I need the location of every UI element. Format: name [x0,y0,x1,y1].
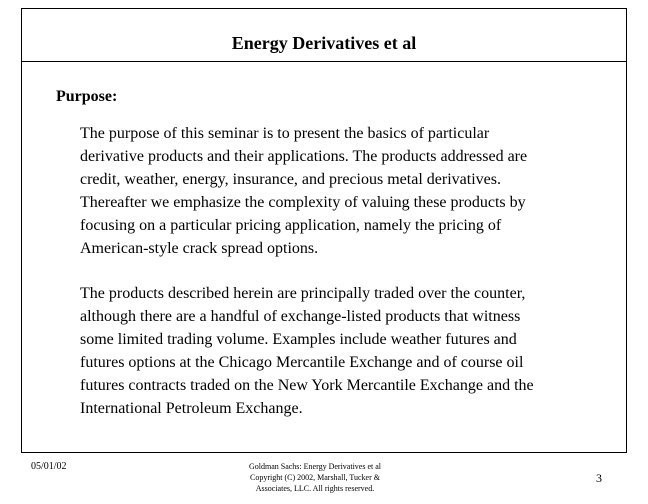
title-bar [22,9,626,62]
paragraph-line: some limited trading volume. Examples include weather futures and [80,331,517,348]
paragraph-line: credit, weather, energy, insurance, and precious metal derivatives. [80,171,501,188]
paragraph-line: American-style crack spread options. [80,240,319,257]
footer-copyright [200,461,430,494]
paragraph-line: International Petroleum Exchange. [80,400,303,417]
paragraph-line: The products described herein are principally traded over the counter, [80,285,526,302]
footer-line: Copyright (C) 2002, Marshall, Tucker & [250,473,380,482]
footer-date: 05/01/02 [31,461,67,472]
footer-line: Associates, LLC. All rights reserved. [255,484,375,493]
paragraph-line: derivative products and their applications. The products addressed are [80,148,528,165]
purpose-paragraph-1 [80,122,620,260]
slide-frame [21,8,627,453]
paragraph-line: focusing on a particular pricing application, namely the pricing of [80,217,502,234]
purpose-paragraph-2 [80,282,620,420]
footer-line: Goldman Sachs: Energy Derivatives et al [248,462,382,471]
paragraph-line: futures contracts traded on the New York Mercantile Exchange and the [80,377,534,394]
paragraph-line: Thereafter we emphasize the complexity of valuing these products by [80,194,526,211]
paragraph-line: The purpose of this seminar is to present the basics of particular [80,125,490,142]
purpose-heading: Purpose: [56,88,118,105]
page-number: 3 [596,471,602,485]
paragraph-line: although there are a handful of exchange-listed products that witness [80,308,521,325]
paragraph-line: futures options at the Chicago Mercantile Exchange and of course oil [80,354,524,371]
slide-title: Energy Derivatives et al [231,33,417,53]
